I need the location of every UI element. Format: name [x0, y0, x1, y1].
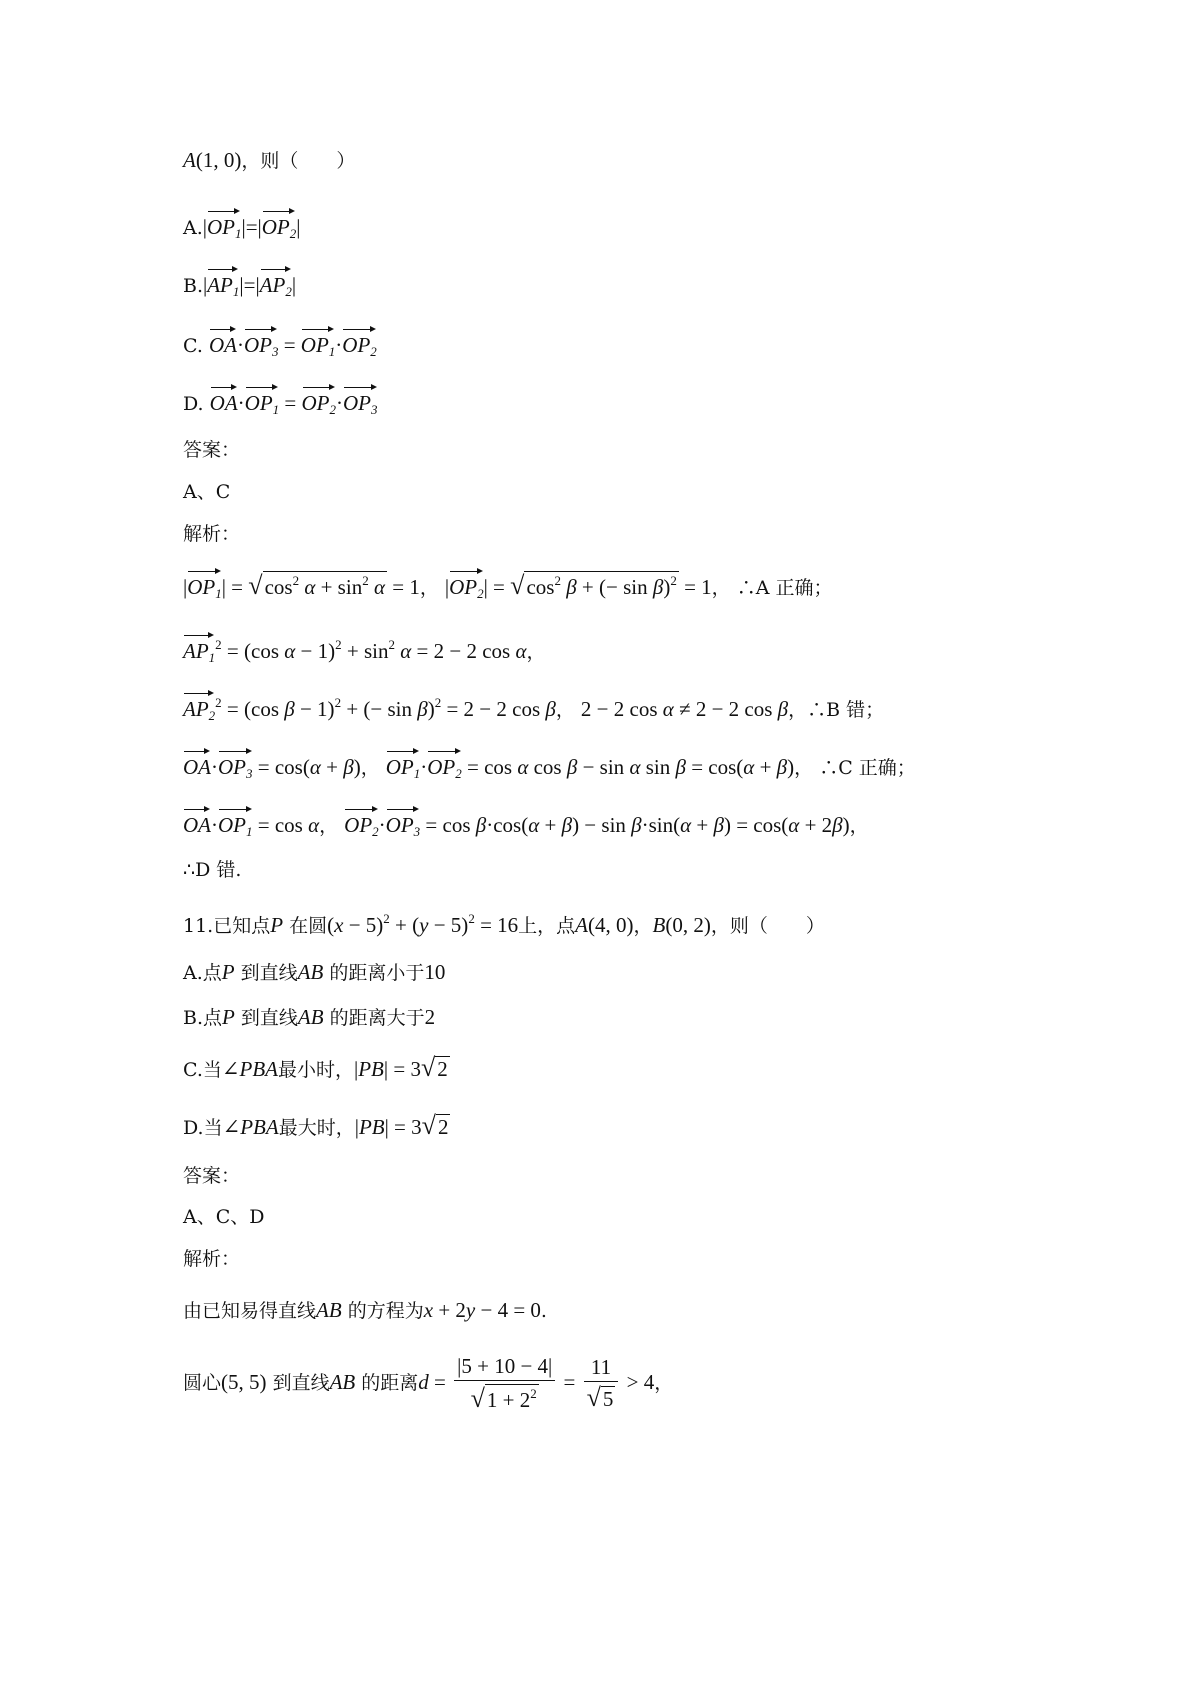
q10-analysis-step-6: ∴D 错.	[183, 859, 242, 881]
q11-analysis-label: 解析：	[183, 1248, 241, 1270]
q10-analysis-step-4: $OA\cdot OP_3 = \cos(\alpha + \beta)$， $OP_1\cdot OP_2 = \cos \alpha$ cos β − sin α sin β = cos(α + β)， ∴C 正确；	[183, 748, 916, 780]
q10-option-b: $B.|AP_1|=|AP_2|$	[183, 266, 296, 298]
q10-analysis-label: 解析：	[183, 523, 241, 545]
q10-answer-label: 答案：	[183, 439, 241, 461]
q10-option-a: $A.|OP_1|=|OP_2|$	[183, 208, 300, 240]
q11-stem: 11.已知点P 在圆$(x - 5)^2 + (y - 5)^2 = 16$上，点A(4, 0)，B(0, 2)，则（ ）	[183, 911, 825, 937]
q11-option-b: B.点P 到直线AB 的距离大于2	[183, 1005, 436, 1029]
q10-option-c: C. $OA\cdot OP_3 = OP_1\cdot OP_2$	[183, 326, 377, 358]
q11-option-c: C.当∠PBA最小时，|PB| = 3√2	[183, 1053, 448, 1082]
q11-answer-label: 答案：	[183, 1165, 241, 1187]
q10-analysis-step-2: $AP_1^2 = (\cos$ $\alpha - 1)^2 + \sin^2 \alpha = 2 - 2$ cos α，	[183, 632, 546, 664]
q11-option-d: D.当∠PBA最大时，|PB| = 3√2	[183, 1111, 449, 1140]
q10-answer: A、C	[183, 481, 231, 503]
q10-analysis-step-3: $AP_2^2 = (\cos$ β − 1)$^2$ + (− sin β)$^2$ = 2 − 2 cos β， 2 − 2 cos α ≠ 2 − 2 cos β，∴B 错；	[183, 690, 884, 722]
q10-stem-tail: A(1, 0)，则（ ）	[183, 148, 356, 172]
q10-analysis-step-1: $|OP_1| = √\cos^2$ $\alpha + \sin^2 \alpha = 1$， $|OP_2| = √\cos^2$ β + (− sin β)$^2$ = 1， ∴A 正确；	[183, 568, 832, 600]
q11-answer: A、C、D	[183, 1206, 265, 1228]
q10-analysis-step-5: $OA\cdot OP_1 = \cos \alpha$， $OP_2\cdot OP_3 = \cos \beta\cdot\cos(\alpha + \beta) - \sin \beta\cdot\sin(\alpha + \beta) = \cos(\alpha + 2\beta)$，	[183, 806, 869, 838]
q11-analysis-step-1: 由已知易得直线AB 的方程为x + 2y − 4 = 0.	[183, 1298, 547, 1322]
q11-analysis-step-2: 圆心(5, 5) 到直线AB 的距离d = $\frac{|5 + 10 - 4|}{√1 + 2^2}$ = $\frac{11}{√5}$ > 4，	[183, 1354, 674, 1413]
q10-option-d: D. $OA\cdot OP_1 = OP_2\cdot OP_3$	[183, 384, 378, 416]
q11-option-a: A.点P 到直线AB 的距离小于10	[183, 960, 446, 984]
